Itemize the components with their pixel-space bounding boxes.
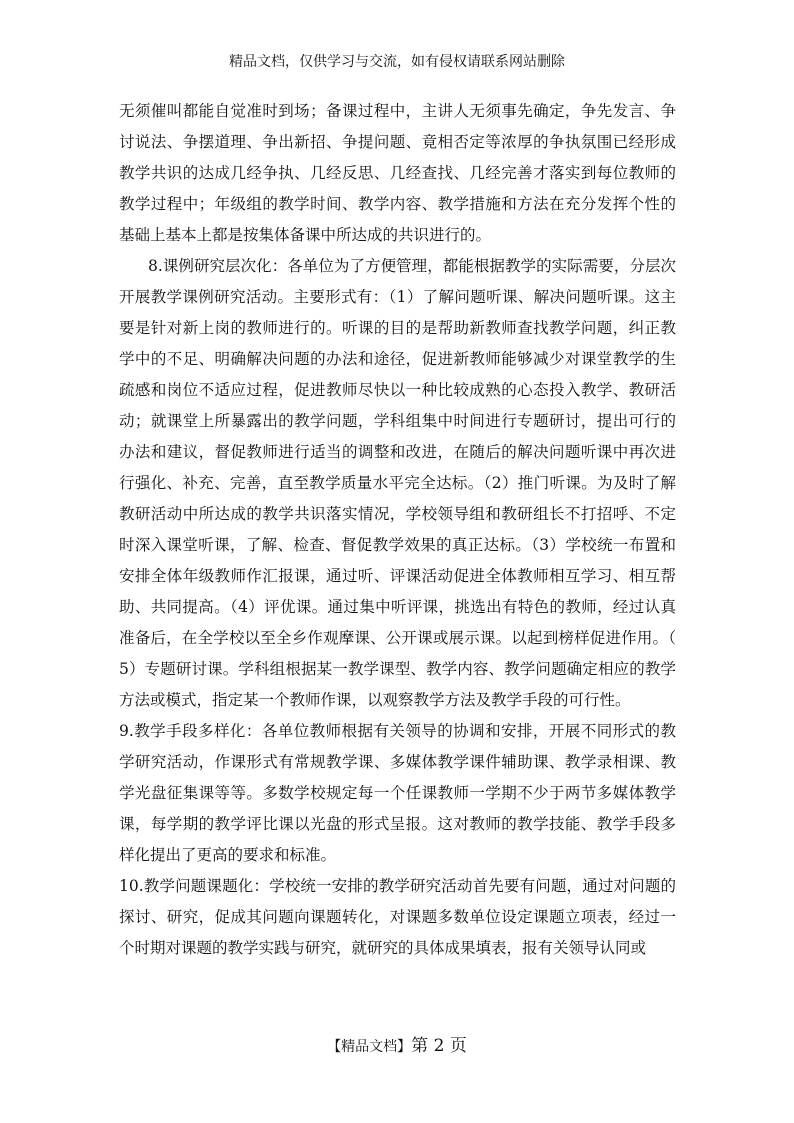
page-number: 2 — [433, 1036, 445, 1056]
footer-label: 【精品文档】 — [327, 1039, 412, 1055]
document-body — [119, 96, 676, 964]
page-suffix: 页 — [449, 1036, 467, 1056]
page-footer — [0, 1034, 794, 1059]
page-prefix: 第 — [411, 1036, 429, 1056]
paragraph-item-10: 10.教学问题课题化：学校统一安排的教学研究活动首先要有问题，通过对问题的探讨、研究，促成其问题向课题转化，对课题多数单位设定课题立项表，经过一个时期对课题的教学实践与研究，就研究的具体成果填表，报有关领导认同或 — [119, 877, 676, 957]
paragraph-item-8: 8.课例研究层次化：各单位为了方便管理，都能根据教学的实际需要，分层次开展教学课例研究活动。主要形式有：（1）了解问题听课、解决问题听课。这主要是针对新上岗的教师进行的。听课的目的是帮助新教师查找教学问题，纠正教学中的不足、明确解决问题的办法和途径，促进新教师能够减少对课堂教学的生疏感和岗位不适应过程，促进教师尽快以一种比较成熟的心态投入教学、教研活动；就课堂上所暴露出的教学问题，学科组集中时间进行专题研讨，提出可行的办法和建议，督促教师进行适当的调整和改进，在随后的解决问题听课中再次进行强化、补充、完善，直至教学质量水平完全达标。（2）推门听课。为及时了解教研活动中所达成的教学共识落实情况，学校领导组和教研组长不打招呼、不定时深入课堂听课，了解、检查、督促教学效果的真正达标。（3）学校统一布置和安排全体年级教师作汇报课，通过听、评课活动促进全体教师相互学习、相互帮助、共同提高。（4）评优课。通过集中听评课，挑选出有特色的教师，经过认真准备后，在全学校以至全乡作观摩课、公开课或展示课。以起到榜样促进作用。（5）专题研讨课。学科组根据某一教学课型、教学内容、教学问题确定相应的教学方法或模式，指定某一个教师作课，以观察教学方法及教学手段的可行性。 — [119, 257, 676, 709]
paragraph-continued: 无须催叫都能自觉准时到场；备课过程中，主讲人无须事先确定，争先发言、争讨说法、争摆道理、争出新招、争提问题、竟相否定等浓厚的争执氛围已经形成教学共识的达成几经争执、几经反思、几经查找、几经完善才落实到每位教师的教学过程中；年级组的教学时间、教学内容、教学措施和方法在充分发挥个性的基础上基本上都是按集体备课中所达成的共识进行的。 — [119, 102, 676, 244]
paragraph-item-9: 9.教学手段多样化：各单位教师根据有关领导的协调和安排，开展不同形式的教学研究活动，作课形式有常规教学课、多媒体教学课件辅助课、教学录相课、教学光盘征集课等等。多数学校规定每一个任课教师一学期不少于两节多媒体教学课，每学期的教学评比课以光盘的形式呈报。这对教师的教学技能、教学手段多样化提出了更高的要求和标准。 — [119, 722, 676, 864]
page-header: 精品文档，仅供学习与交流，如有侵权请联系网站删除 — [229, 54, 565, 70]
